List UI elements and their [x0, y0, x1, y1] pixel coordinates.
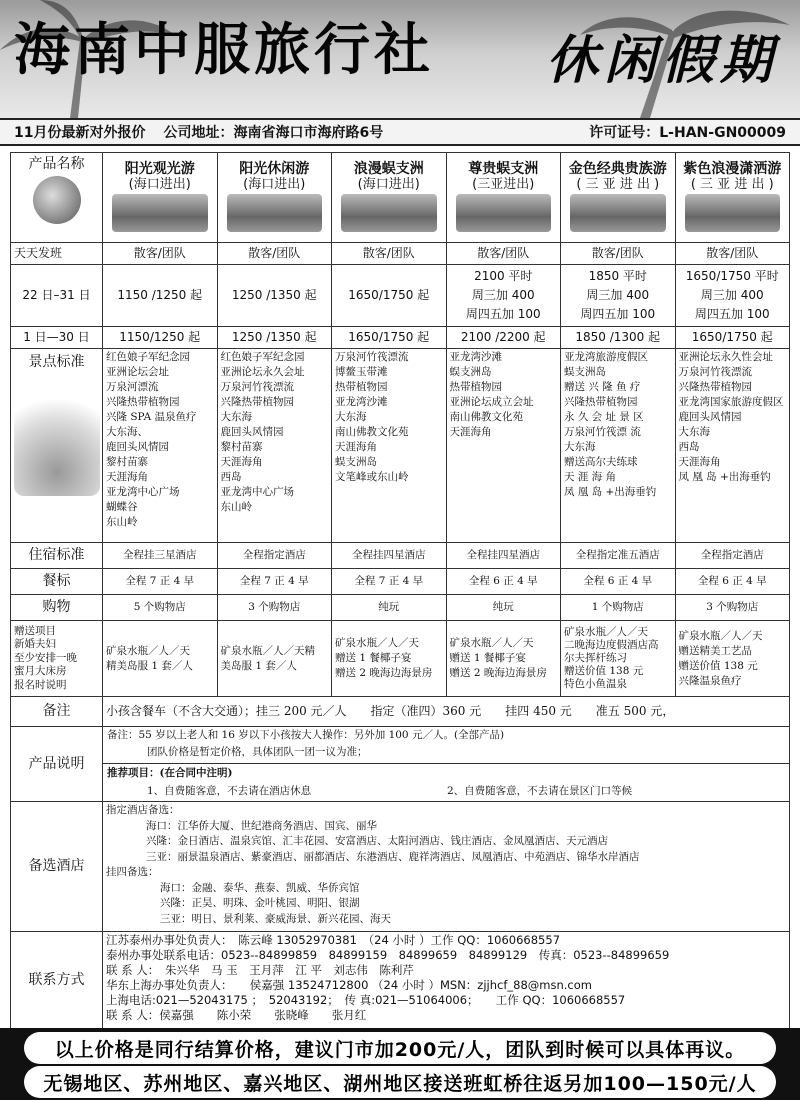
sights-list — [675, 349, 790, 543]
price-cell: 1650/1750 起 — [332, 265, 447, 327]
alt-line: 兴隆：正昊、明珠、金叶桃园、明阳、银湖 — [160, 897, 360, 909]
sights-list — [332, 349, 447, 543]
shop-cell: 1 个购物店 — [561, 595, 676, 621]
sight-item: 万泉河竹筏漂流 — [335, 351, 409, 363]
sight-item: 蜈支洲岛 — [564, 366, 606, 378]
desc-line: 2、自费随客意，不去请在景区门口等候 — [447, 785, 633, 797]
desc-line: 1、自费随客意，不去请在酒店休息 — [147, 785, 312, 797]
sight-item: 大东海 — [220, 411, 252, 423]
sight-item: 热带植物园 — [449, 381, 502, 393]
sight-item: 东山岭 — [106, 516, 138, 528]
product-sub: ( 三 亚 进 出 ) — [576, 176, 660, 192]
sight-item: 天涯海角 — [449, 426, 492, 438]
address-label: 公司地址：海南省海口市海府路6号 — [163, 125, 384, 141]
sight-item: 蜈支洲岛 — [449, 366, 492, 378]
sight-item: 兴隆 SPA 温泉鱼疗 — [106, 411, 197, 423]
meal-cell: 全程 6 正 4 早 — [561, 569, 676, 595]
contact-line: 江苏泰州办事处负责人： 陈云峰 13052970381 （24 小时 ）工作 QQ：1060668557 — [106, 933, 561, 947]
price-table — [10, 152, 790, 1030]
sight-item: 黎村苗寨 — [220, 441, 263, 453]
desc-cell — [103, 727, 790, 802]
sight-item: 亚龙湾旅游度假区 — [564, 351, 648, 363]
label-period1: 22 日–31 日 — [11, 265, 103, 327]
sight-item: 亚龙湾沙滩 — [335, 396, 388, 408]
footer — [0, 1028, 800, 1100]
label-desc: 产品说明 — [11, 727, 103, 802]
price-cell: 1150/1250 起 — [103, 327, 218, 349]
alt-hotels — [103, 802, 790, 932]
hotel-cell: 全程挂三星酒店 — [103, 543, 218, 569]
sight-item: 天涯海角 — [678, 456, 721, 468]
daily-cell: 散客/团队 — [103, 243, 218, 265]
quote-label: 11月份最新对外报价 — [14, 125, 146, 141]
info-bar — [0, 118, 800, 146]
alt-line: 海口：江华侨大厦、世纪港商务酒店、国宾、丽华 — [146, 819, 377, 832]
meal-cell: 全程 7 正 4 早 — [217, 569, 332, 595]
sight-item: 万泉河竹筏漂 流 — [564, 426, 641, 438]
meal-cell: 全程 6 正 4 早 — [446, 569, 561, 595]
product-name: 阳光休闲游 — [239, 160, 310, 177]
product-name: 紫色浪漫潇洒游 — [683, 160, 782, 177]
product-photo-icon — [112, 194, 208, 232]
sight-item: 亚龙湾中心广场 — [106, 486, 180, 498]
sight-item: 亚洲论坛会址 — [106, 366, 169, 378]
product-cell — [332, 153, 447, 243]
alt-line: 指定酒店备选： — [106, 804, 180, 816]
product-sub: (海口进出) — [357, 176, 420, 192]
product-name: 阳光观光游 — [124, 160, 195, 177]
sight-item: 西岛 — [678, 441, 700, 453]
price-cell: 1850 /1300 起 — [561, 327, 676, 349]
shop-cell: 3 个购物店 — [217, 595, 332, 621]
label-product: 产品名称 — [28, 156, 85, 172]
alt-line: 挂四备选： — [106, 866, 159, 878]
sights-list — [561, 349, 676, 543]
product-name: 浪漫蜈支洲 — [353, 160, 424, 177]
product-sub: ( 三 亚 进 出 ) — [690, 176, 774, 192]
price-cell: 1850 平时 周三加 400 周四五加 100 — [561, 265, 676, 327]
table-row — [11, 621, 790, 697]
hotel-cell: 全程挂四星酒店 — [332, 543, 447, 569]
footer-transfer-note: 无锡地区、苏州地区、嘉兴地区、湖州地区接送班虹桥往返另加100—150元/人 — [24, 1066, 776, 1098]
alt-line: 三亚：明日、景利莱、豪威海景、新兴花园、海天 — [160, 912, 391, 925]
contact-line: 联 系 人：侯嘉强 陈小荣 张晓峰 张月红 — [106, 1008, 367, 1022]
label-hotel: 住宿标准 — [11, 543, 103, 569]
table-row — [11, 727, 790, 802]
label-shop: 购物 — [11, 595, 103, 621]
desc-line: 团队价格是暂定价格，具体团队一团一议为准； — [103, 744, 789, 764]
label-remark: 备注 — [11, 697, 103, 727]
contact-line: 联 系 人： 朱兴华 马 玉 王月萍 江 平 刘志伟 陈利芹 — [106, 963, 414, 977]
sight-item: 鹿回头风情园 — [106, 441, 169, 453]
label-sights: 景点标准 — [28, 354, 85, 370]
sight-item: 博鳌玉带滩 — [335, 366, 388, 378]
daily-cell: 散客/团队 — [332, 243, 447, 265]
header-banner — [0, 0, 800, 118]
sights-list — [103, 349, 218, 543]
desc-line: 推荐项目：(在合同中注明) — [107, 767, 233, 779]
sight-item: 天涯海角 — [220, 456, 263, 468]
sight-item: 南山佛教文化苑 — [335, 426, 409, 438]
contact-line: 华东上海办事处负责人： 侯嘉强 13524712800 （24 小时 ）MSN：zjjhcf_88@msn.com — [106, 978, 592, 992]
gift-cell: 矿泉水瓶／人／天 赠送 1 餐椰子宴 赠送 2 晚海边海景房 — [332, 621, 447, 697]
desc-options — [103, 783, 789, 801]
alt-line: 兴隆：金日酒店、温泉宾馆、汇丰花园、安富酒店、太阳河酒店、钱庄酒店、金凤凰酒店、天元酒店 — [146, 835, 608, 847]
price-cell: 2100 /2200 起 — [446, 327, 561, 349]
gift-cell: 矿泉水瓶／人／天精 美岛服 1 套／人 — [217, 621, 332, 697]
table-row — [11, 243, 790, 265]
contact-line: 上海电话:021—52043175 ； 52043192； 传 真:021—51064006； 工作 QQ：1060668557 — [106, 993, 626, 1007]
daily-cell: 散客/团队 — [561, 243, 676, 265]
product-name: 金色经典贵族游 — [568, 160, 667, 177]
product-cell — [561, 153, 676, 243]
sight-item: 蜈支洲岛 — [335, 456, 377, 468]
table-row — [11, 802, 790, 932]
sight-item: 红色娘子军纪念园 — [106, 351, 190, 363]
sight-item: 亚龙湾沙滩 — [449, 351, 502, 363]
sight-item: 大东海 — [564, 441, 596, 453]
gift-cell: 矿泉水瓶／人／天 赠送 1 餐椰子宴 赠送 2 晚海边海景房 — [446, 621, 561, 697]
island-illustration-icon — [14, 376, 100, 496]
sight-item: 万泉河竹筏漂流 — [678, 366, 752, 378]
sights-list — [446, 349, 561, 543]
sight-item: 大东海、 — [106, 426, 148, 438]
product-photo-icon — [570, 194, 666, 232]
sight-item: 鹿回头风情园 — [678, 411, 742, 423]
sight-item: 蝴蝶谷 — [106, 501, 138, 513]
product-photo-icon — [685, 194, 781, 232]
price-cell: 2100 平时 周三加 400 周四五加 100 — [446, 265, 561, 327]
shop-cell: 3 个购物店 — [675, 595, 790, 621]
hotel-cell: 全程指定酒店 — [217, 543, 332, 569]
product-photo-icon — [456, 194, 552, 232]
brand-title: 海南中服旅行社 — [14, 17, 434, 83]
sight-item: 大东海 — [678, 426, 710, 438]
product-photo-icon — [341, 194, 437, 232]
product-photo-icon — [227, 194, 323, 232]
table-row — [11, 327, 790, 349]
table-row — [11, 569, 790, 595]
remark-text: 小孩含餐车（不含大交通）；挂三 200 元／人 指定（准四）360 元 挂四 450 元 准五 500 元， — [103, 697, 790, 727]
sight-item: 亚洲论坛成立会址 — [449, 396, 534, 408]
sight-item: 西岛 — [220, 471, 242, 483]
table-row — [11, 932, 790, 1030]
contact-line: 泰州办事处联系电话：0523--84899859 84899159 84899659 84899129 传真：0523--84899659 — [106, 948, 670, 962]
sight-item: 亚洲论坛永久性会址 — [678, 351, 773, 363]
sight-item: 热带植物园 — [335, 381, 388, 393]
sight-item: 鹿回头风情园 — [220, 426, 284, 438]
table-row — [11, 697, 790, 727]
sight-item: 万泉河漂流 — [106, 381, 159, 393]
gift-cell: 矿泉水瓶／人／天 赠送精美工艺品 赠送价值 138 元 兴隆温泉鱼疗 — [675, 621, 790, 697]
daily-cell: 散客/团队 — [217, 243, 332, 265]
table-row — [11, 595, 790, 621]
shop-cell: 纯玩 — [446, 595, 561, 621]
gift-cell: 矿泉水瓶／人／天 精美岛服 1 套／人 — [103, 621, 218, 697]
sight-item: 黎村苗寨 — [106, 456, 148, 468]
shop-cell: 纯玩 — [332, 595, 447, 621]
product-cell — [446, 153, 561, 243]
sight-item: 万泉河竹筏漂流 — [220, 381, 294, 393]
alt-line: 海口：金融、泰华、燕泰、凯威、华侨宾馆 — [160, 881, 360, 894]
sights-list — [217, 349, 332, 543]
product-cell — [103, 153, 218, 243]
label-alt: 备选酒店 — [11, 802, 103, 932]
meal-cell: 全程 7 正 4 早 — [332, 569, 447, 595]
sight-item: 天涯海角 — [335, 441, 377, 453]
sight-item: 亚龙湾国家旅游度假区 — [678, 396, 784, 408]
label-daily: 天天发班 — [11, 243, 103, 265]
table-row — [11, 349, 790, 543]
label-cell — [11, 349, 103, 543]
price-cell: 1650/1750 起 — [332, 327, 447, 349]
sight-item: 天 涯 海 角 — [564, 471, 617, 483]
price-cell: 1150 /1250 起 — [103, 265, 218, 327]
sight-item: 文笔峰或东山岭 — [335, 471, 409, 483]
price-cell: 1650/1750 起 — [675, 327, 790, 349]
sight-item: 大东海 — [335, 411, 367, 423]
label-period2: 1 日—30 日 — [11, 327, 103, 349]
label-cell — [11, 153, 103, 243]
daily-cell: 散客/团队 — [446, 243, 561, 265]
alt-line: 三亚：丽景温泉酒店、紫豪酒店、丽都酒店、东港酒店、鹿祥湾酒店、凤凰酒店、中苑酒店、锦华水岸酒店 — [146, 850, 640, 863]
price-cell: 1250 /1350 起 — [217, 327, 332, 349]
hotel-cell: 全程指定准五酒店 — [561, 543, 676, 569]
price-cell: 1650/1750 平时 周三加 400 周四五加 100 — [675, 265, 790, 327]
license-label: 许可证号：L-HAN-GN00009 — [589, 125, 786, 141]
product-cell — [675, 153, 790, 243]
footer-note: 以上价格是同行结算价格，建议门市加200元/人，团队到时候可以具体再议。 — [24, 1032, 776, 1064]
sight-item: 南山佛教文化苑 — [449, 411, 523, 423]
hotel-cell: 全程指定酒店 — [675, 543, 790, 569]
sight-item: 亚龙湾中心广场 — [220, 486, 294, 498]
sight-item: 永 久 会 址 景 区 — [564, 411, 644, 423]
mascot-icon — [33, 176, 81, 224]
sight-item: 凤 凰 岛 +出海垂钓 — [678, 471, 771, 483]
meal-cell: 全程 7 正 4 早 — [103, 569, 218, 595]
product-sub: (海口进出) — [243, 176, 306, 192]
table-row — [11, 543, 790, 569]
product-cell — [217, 153, 332, 243]
product-sub: (海口进出) — [128, 176, 191, 192]
sight-item: 红色娘子军纪念园 — [220, 351, 305, 363]
hotel-cell: 全程挂四星酒店 — [446, 543, 561, 569]
shop-cell: 5 个购物店 — [103, 595, 218, 621]
sight-item: 兴隆热带植物园 — [220, 396, 294, 408]
label-gift: 赠送项目 新婚夫妇 至少安排一晚 蜜月大床房 报名时说明 — [11, 621, 103, 697]
slogan-title: 休闲假期 — [546, 30, 779, 91]
product-sub: (三亚进出) — [472, 176, 535, 192]
sight-item: 赠送高尔夫练球 — [564, 456, 638, 468]
gift-cell: 矿泉水瓶／人／天 二晚海边度假酒店高 尔夫挥杆练习 赠送价值 138 元 特色小鱼温泉 — [561, 621, 676, 697]
sight-item: 亚洲论坛永久会址 — [220, 366, 305, 378]
label-meal: 餐标 — [11, 569, 103, 595]
table-row — [11, 265, 790, 327]
sight-item: 兴隆热带植物园 — [678, 381, 752, 393]
sight-item: 凤 凰 岛 +出海垂钓 — [564, 486, 657, 498]
label-contact: 联系方式 — [11, 932, 103, 1030]
price-cell: 1250 /1350 起 — [217, 265, 332, 327]
table-row — [11, 153, 790, 243]
desc-line: 备注：55 岁以上老人和 16 岁以下小孩按大人操作：另外加 100 元／人。(全部产品) — [107, 729, 505, 741]
contact-cell — [103, 932, 790, 1030]
product-name: 尊贵蜈支洲 — [468, 160, 539, 177]
daily-cell: 散客/团队 — [675, 243, 790, 265]
sight-item: 天涯海角 — [106, 471, 148, 483]
sight-item: 赠送 兴 隆 鱼 疗 — [564, 381, 641, 393]
sight-item: 兴隆热带植物园 — [106, 396, 180, 408]
sight-item: 东山岭 — [220, 501, 252, 513]
meal-cell: 全程 6 正 4 早 — [675, 569, 790, 595]
sight-item: 兴隆热带植物园 — [564, 396, 638, 408]
